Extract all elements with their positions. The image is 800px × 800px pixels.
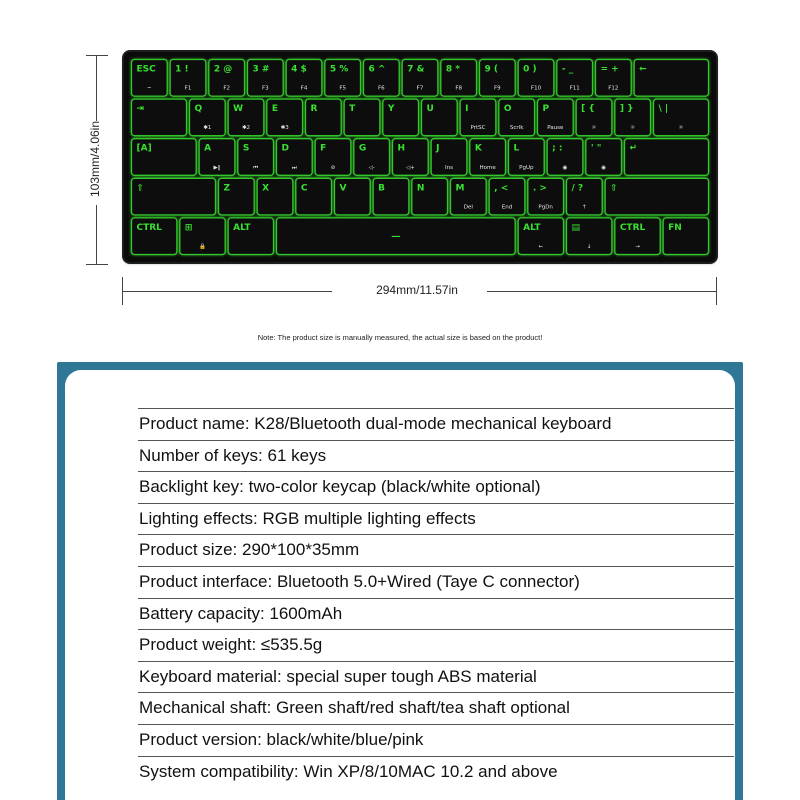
dimension-cap (86, 264, 108, 265)
keycap (170, 60, 206, 97)
keycap (547, 139, 583, 176)
keycap (257, 178, 293, 215)
spec-list (138, 408, 734, 787)
dimension-line (487, 291, 717, 292)
keycap-body (132, 178, 216, 215)
keycap-legend: 4 $ (291, 64, 307, 75)
keycap-legend: ⇧ (610, 183, 618, 194)
spec-row (138, 724, 734, 756)
keycap-legend: U (426, 104, 434, 115)
keycap-legend: CTRL (619, 222, 646, 233)
keycap (132, 60, 168, 97)
keycap-sublegend: F2 (223, 85, 231, 92)
keycap-sublegend: F3 (261, 85, 269, 92)
keycap-legend: ▤ (571, 222, 581, 233)
keycap (383, 99, 419, 136)
keycap (199, 139, 235, 176)
keycap-sublegend: PgDn (538, 204, 553, 211)
keycap (277, 218, 516, 255)
spec-text: Keyboard material: special super tough ABS material (139, 666, 537, 686)
keycap (228, 99, 264, 136)
keycap-legend: = + (600, 64, 619, 75)
keycap (528, 178, 564, 215)
keycap (180, 218, 225, 255)
keycap-legend: Y (387, 104, 395, 115)
keycap (605, 178, 708, 215)
keycap-legend: I (465, 104, 469, 115)
spec-row (138, 440, 734, 472)
keycap-legend: X (262, 183, 270, 194)
keycap-sublegend: ✱3 (280, 125, 289, 132)
height-dimension (84, 55, 110, 265)
keycap (499, 99, 535, 136)
keycap (663, 218, 708, 255)
keycap-sublegend: ◁- (368, 164, 375, 171)
spec-row (138, 629, 734, 661)
spec-text: Product interface: Bluetooth 5.0+Wired (Taye C connector) (139, 571, 580, 591)
keycap-sublegend: F11 (569, 85, 580, 92)
keycap-legend: 3 # (252, 64, 270, 75)
keycap (441, 60, 477, 97)
keycap-sublegend: ▶‖ (213, 164, 221, 171)
keycap-legend: P (542, 104, 550, 115)
keycap-sublegend: ◉ (601, 164, 607, 171)
keycap-legend: ' " (590, 143, 602, 154)
width-label: 294mm/11.57in (376, 283, 458, 297)
keycap-legend: 7 & (407, 64, 425, 75)
keycap-sublegend: ✱2 (241, 125, 251, 132)
keycap (412, 178, 448, 215)
keycap-sublegend: F10 (530, 85, 542, 92)
spec-row (138, 408, 734, 440)
spec-text: Product version: black/white/blue/pink (139, 729, 424, 749)
keycap-legend: 0 ) (523, 64, 537, 75)
keycap (209, 60, 245, 97)
keycap-legend: ← (639, 64, 647, 75)
keycap (538, 99, 574, 136)
keyboard-image (124, 52, 716, 262)
keycap-sublegend: End (501, 204, 513, 211)
keycap-sublegend: F12 (608, 85, 619, 92)
keycap-legend: , < (494, 183, 509, 194)
spec-text: Backlight key: two-color keycap (black/white optional) (139, 477, 541, 497)
keycap (132, 139, 197, 176)
keycap-legend: — (391, 232, 401, 243)
keycap (238, 139, 274, 176)
keycap-legend: H (397, 143, 406, 154)
keycap-sublegend: ↓ (586, 244, 592, 250)
keycap (654, 99, 709, 136)
keycap-sublegend: ~ (147, 85, 152, 92)
keycap-legend: C (300, 183, 308, 194)
keycap-legend: D (281, 143, 289, 154)
keycap-sublegend: Pause (547, 125, 564, 132)
dimension-cap (716, 277, 717, 305)
spec-text: Number of keys: 61 keys (139, 445, 327, 465)
keycap-sublegend: F1 (184, 85, 192, 92)
keycap (480, 60, 516, 97)
keycap-legend: M (455, 183, 465, 194)
keycap-sublegend: F6 (377, 85, 385, 92)
keycap-legend: [A] (136, 143, 152, 154)
keycap (325, 60, 361, 97)
keycap (460, 99, 496, 136)
spec-panel (65, 370, 735, 800)
keycap (615, 99, 651, 136)
keycap-legend: . > (532, 183, 547, 194)
keycap-sublegend: ◁+ (405, 164, 415, 171)
keycap-sublegend: ⏭ (291, 164, 297, 171)
keycap-legend: ; : (552, 143, 563, 154)
keycap-legend: B (378, 183, 386, 194)
keycap-legend: W (233, 104, 244, 115)
keycap-legend: ⇧ (136, 183, 145, 194)
keycap-legend: J (436, 143, 440, 154)
keycap-legend: \ | (658, 104, 669, 115)
keycap-legend: Z (223, 183, 231, 194)
keycap (596, 60, 632, 97)
keycap-legend: O (503, 104, 512, 115)
spec-text: Battery capacity: 1600mAh (139, 603, 343, 623)
keycap (567, 178, 603, 215)
keycap-legend: S (242, 143, 250, 154)
keycap (219, 178, 255, 215)
spec-row (138, 692, 734, 724)
keycap-legend: N (416, 183, 425, 194)
keycap-sublegend: ⏮ (253, 164, 259, 171)
spec-row (138, 598, 734, 630)
keycap-sublegend: F4 (300, 85, 308, 92)
keycap-legend: ALT (233, 222, 251, 233)
keycap-legend: ] } (619, 104, 634, 115)
size-note: Note: The product size is manually measured, the actual size is based on the product! (257, 333, 543, 342)
keycap (364, 60, 400, 97)
keycap (315, 139, 351, 176)
keycap (615, 218, 660, 255)
dimension-cap (86, 55, 108, 56)
keycap-sublegend: ☼ (630, 125, 636, 132)
keycap-legend: L (513, 143, 520, 154)
keycap (354, 139, 390, 176)
keycap-legend: K (474, 143, 482, 154)
spec-row (138, 503, 734, 535)
keycap-legend: F (320, 143, 327, 154)
keycap (190, 99, 226, 136)
keycap (402, 60, 438, 97)
keycap-sublegend: PgUp (519, 164, 534, 171)
dimension-line (96, 205, 97, 265)
keycap-legend: ⊞ (184, 222, 193, 233)
spec-text: System compatibility: Win XP/8/10MAC 10.2 and above (139, 761, 558, 781)
keycap (267, 99, 303, 136)
spec-text: Mechanical shaft: Green shaft/red shaft/tea shaft optional (139, 698, 570, 718)
keycap (489, 178, 525, 215)
keycap-legend: V (339, 183, 347, 194)
keycap-sublegend: PrtSC (470, 125, 486, 132)
keycap-sublegend: ↑ (582, 204, 587, 211)
keycap (625, 139, 709, 176)
keycap (451, 178, 487, 215)
spec-text: Product size: 290*100*35mm (139, 540, 360, 560)
keycap (567, 218, 612, 255)
keycap-legend: ↵ (629, 143, 638, 154)
keycap-body (625, 139, 709, 176)
height-label: 103mm/4.06in (88, 120, 102, 198)
keycap-legend: ESC (136, 64, 156, 75)
keycap (132, 178, 216, 215)
keycap (228, 218, 273, 255)
keycap (431, 139, 467, 176)
keycap (586, 139, 622, 176)
keycap (422, 99, 458, 136)
keycap-legend: G (358, 143, 367, 154)
keycap (286, 60, 322, 97)
keycap-sublegend: ⊘ (330, 164, 336, 171)
keycap (373, 178, 409, 215)
keycap-sublegend: ← (538, 244, 544, 250)
keycap-sublegend: ☼ (591, 125, 597, 132)
spec-row (138, 471, 734, 503)
keycap (509, 139, 545, 176)
spec-frame (57, 362, 743, 800)
keycap-legend: 2 @ (213, 64, 233, 75)
spec-row (138, 566, 734, 598)
keycap-legend: 5 % (329, 64, 349, 75)
keycap (393, 139, 429, 176)
keycap-legend: T (349, 104, 356, 115)
keycap-legend: 8 * (445, 64, 460, 75)
keycap-sublegend: F7 (416, 85, 424, 92)
keycap (518, 60, 554, 97)
keycap-sublegend: F5 (339, 85, 347, 92)
keycap (634, 60, 708, 97)
keycap-sublegend: F8 (455, 85, 463, 92)
keycap-legend: - _ (561, 64, 574, 75)
keycap-legend: E (271, 104, 278, 115)
keycap-legend: ALT (523, 222, 541, 233)
keycap-legend: 1 ! (175, 64, 189, 75)
keycap-sublegend: 🔒 (199, 244, 206, 250)
keycap (335, 178, 371, 215)
keycap (277, 139, 313, 176)
spec-row (138, 661, 734, 693)
spec-text: Product name: K28/Bluetooth dual-mode mechanical keyboard (139, 414, 612, 433)
keycap-legend: ⇥ (136, 104, 145, 115)
keycap-legend: [ { (581, 104, 595, 115)
spec-text: Lighting effects: RGB multiple lighting effects (139, 508, 476, 528)
spec-text: Product weight: ≤535.5g (139, 635, 323, 655)
keycap-sublegend: Scrlk (509, 125, 524, 132)
keycap-sublegend: ◉ (562, 164, 568, 171)
keycap-legend: R (310, 104, 318, 115)
keycap-legend: Q (194, 104, 203, 115)
keycap-legend: CTRL (136, 222, 162, 233)
spec-row (138, 534, 734, 566)
keycap (306, 99, 342, 136)
keycap-sublegend: F9 (493, 85, 501, 92)
keycap (296, 178, 332, 215)
keycap (344, 99, 380, 136)
keycap-body (605, 178, 708, 215)
keycap (132, 218, 177, 255)
keycap-sublegend: Ins (445, 164, 453, 171)
keycap-legend: / ? (571, 183, 584, 194)
keycap-sublegend: → (635, 244, 640, 250)
keycap-sublegend: Home (479, 164, 496, 171)
keycap (557, 60, 593, 97)
keycap (470, 139, 506, 176)
keycap-sublegend: Del (463, 204, 473, 211)
keycap (132, 99, 187, 136)
dimension-line (122, 291, 332, 292)
keycap-legend: 9 ( (484, 64, 499, 75)
spec-row (138, 756, 734, 788)
keycap (576, 99, 612, 136)
width-dimension (122, 277, 718, 307)
keycap-legend: A (204, 143, 212, 154)
keycap-sublegend: ✱1 (203, 125, 212, 132)
keycap-sublegend: ☼ (678, 125, 684, 132)
keycap (248, 60, 284, 97)
keyboard-keys (124, 52, 716, 262)
keycap-legend: FN (668, 222, 682, 233)
keycap (518, 218, 563, 255)
keycap-legend: 6 ^ (368, 64, 386, 75)
